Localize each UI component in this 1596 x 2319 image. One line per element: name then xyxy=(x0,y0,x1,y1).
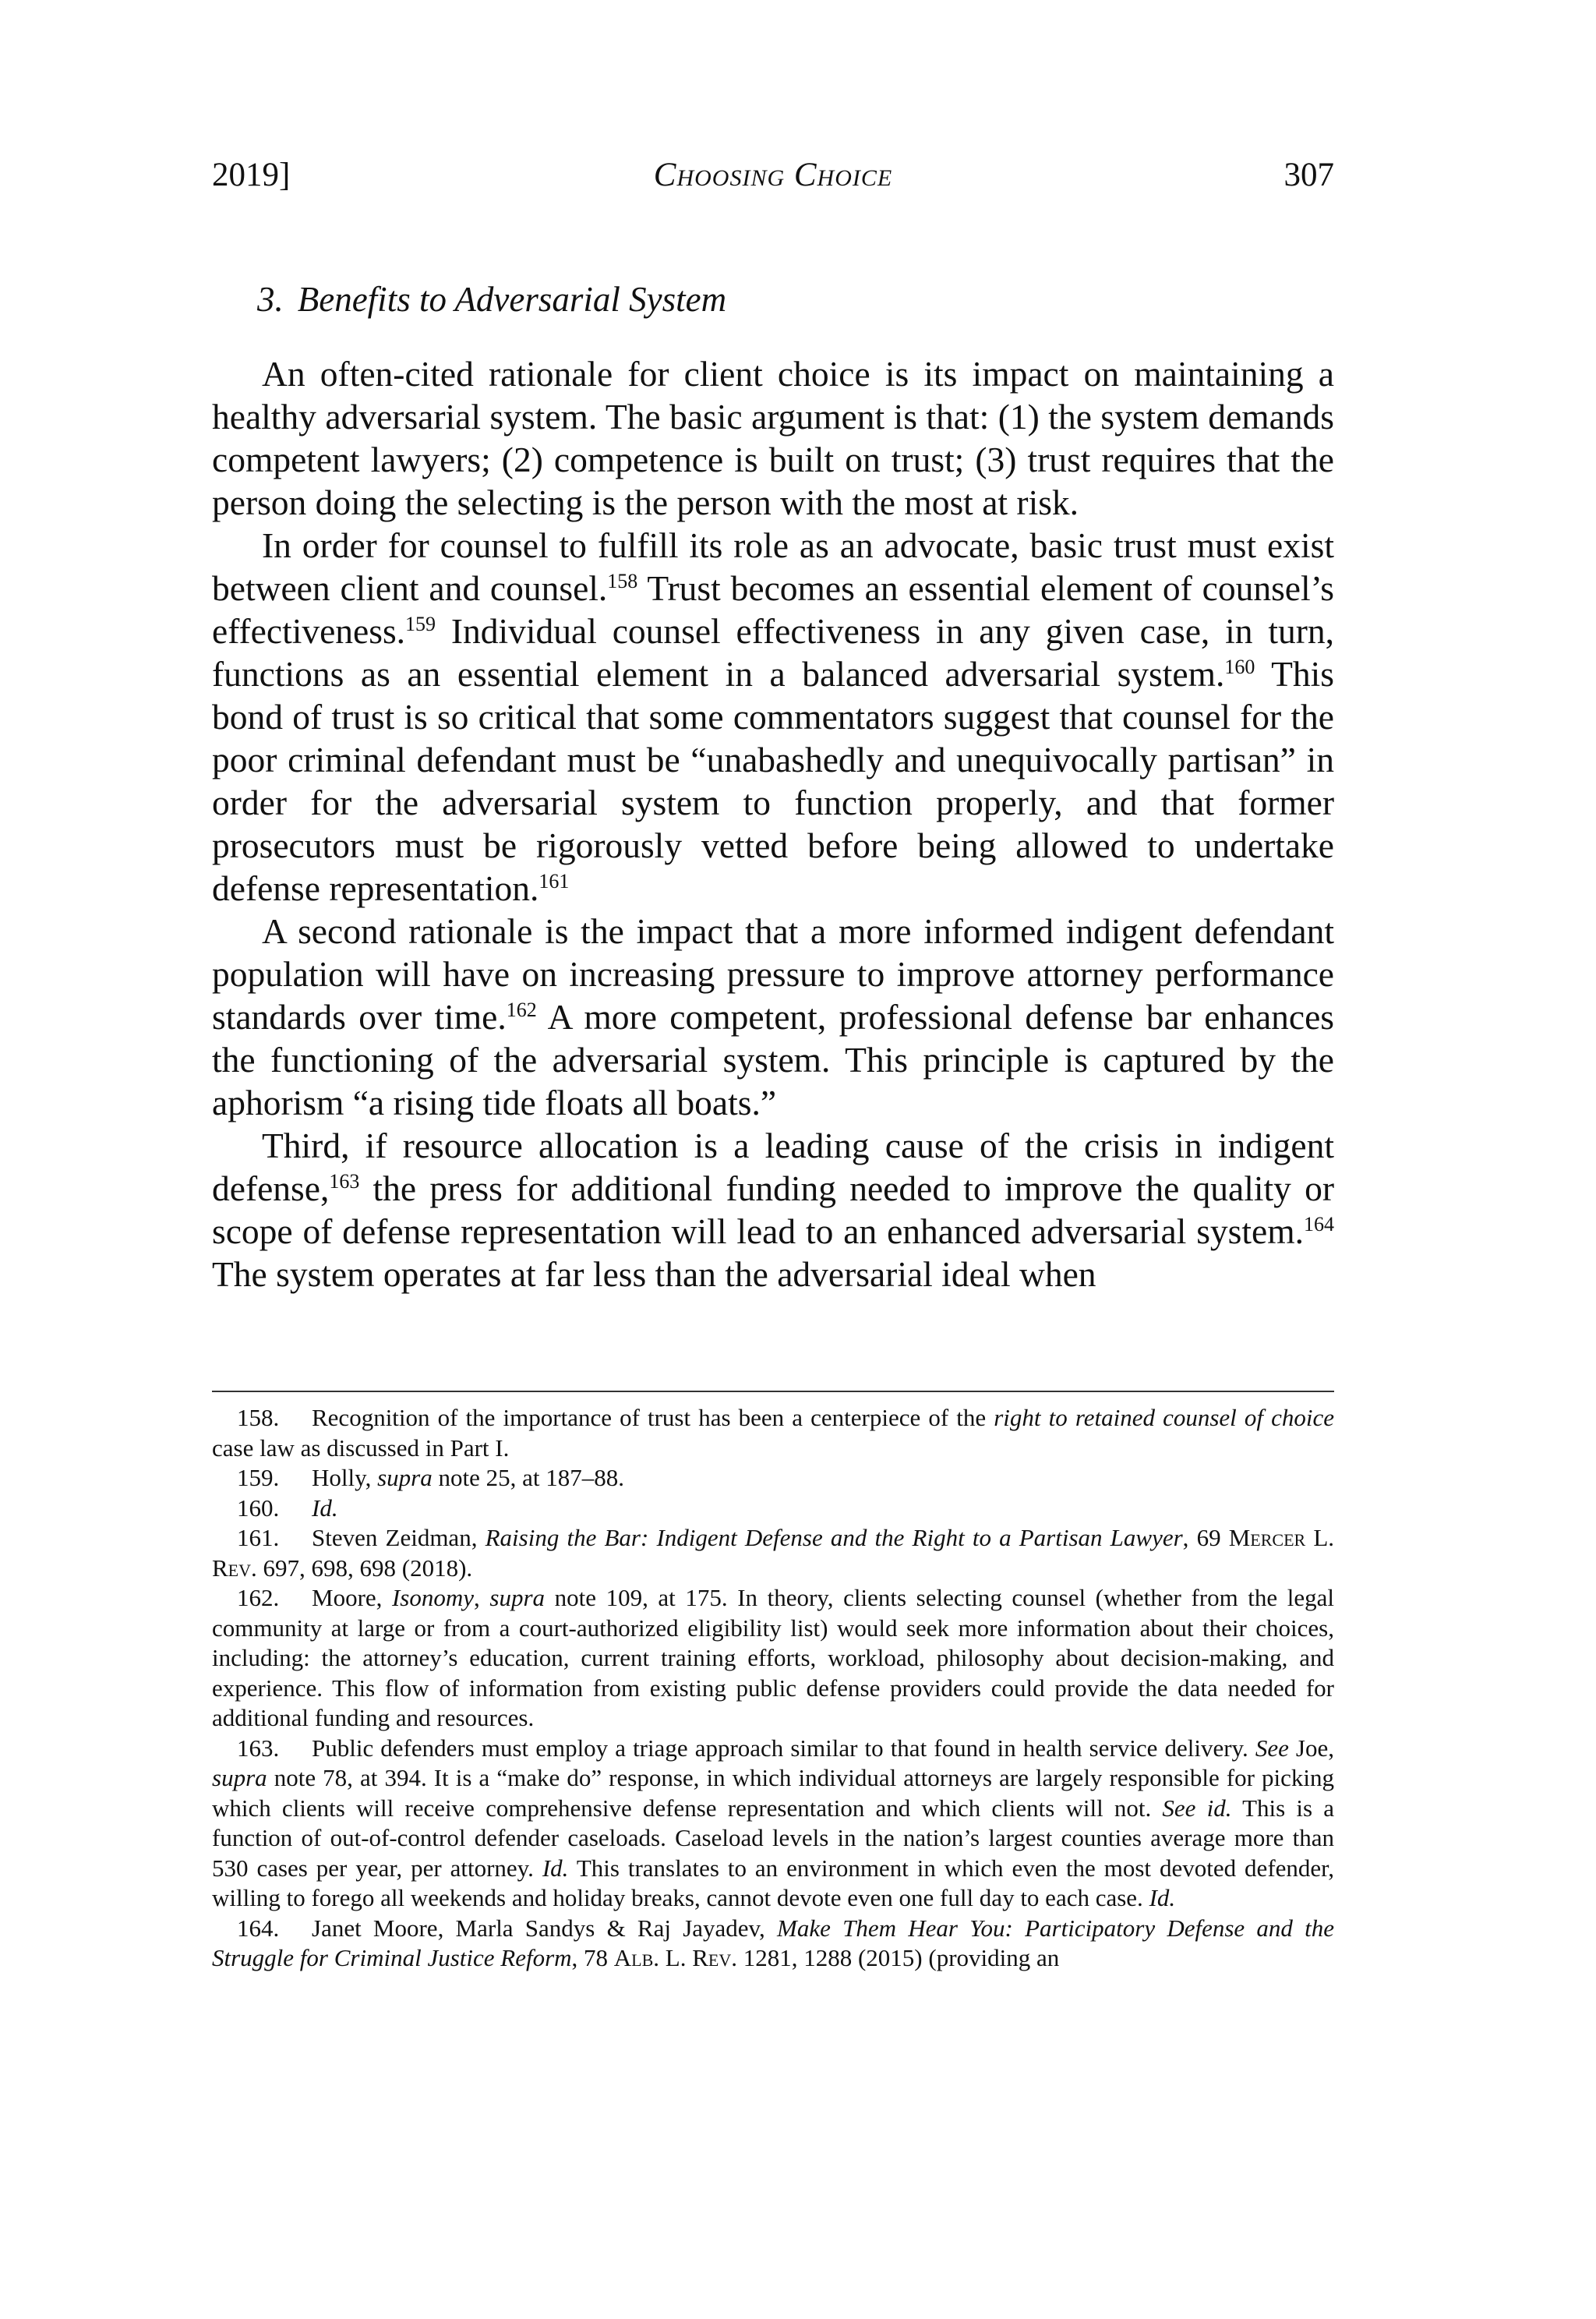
footnote-italic: supra xyxy=(212,1764,267,1791)
footnote-text: Steven Zeidman, xyxy=(312,1524,486,1551)
footnote-text: note 109, at 175. In theory, clients selecting counsel (whether from the legal community at large or from a court-authorized eligibility list) would seek more information about their choices, including: the attorney’s education, current training efforts, workload, philosophy about decision-making, and experience. This flow of information from existing public defense providers could provide the data needed for additional funding and resources. xyxy=(212,1584,1334,1731)
footnote-italic: Id. xyxy=(1149,1884,1176,1911)
footnote-journal: Mercer L. Rev. xyxy=(212,1524,1335,1582)
footnote-text: note 25, at 187–88. xyxy=(432,1464,624,1491)
footnote-159 xyxy=(212,1463,1334,1494)
footnote-text: 1281, 1288 (2015) (providing an xyxy=(736,1944,1060,1971)
footnote-ref-158[interactable]: 158 xyxy=(607,569,638,592)
footnotes xyxy=(212,1403,1334,1974)
footnote-italic: right to retained counsel of choice xyxy=(994,1404,1334,1431)
footnote-text: 697, 698, 698 (2018). xyxy=(256,1554,473,1582)
paragraph-4-text-a: Third, if resource allocation is a leading cause of the crisis in indigent defense, xyxy=(212,1126,1334,1208)
footnote-ref-159[interactable]: 159 xyxy=(405,612,436,635)
footnote-number: 163. xyxy=(237,1734,280,1762)
paragraph-2 xyxy=(212,524,1334,910)
footnote-ref-161[interactable]: 161 xyxy=(538,869,570,893)
footnote-ref-163[interactable]: 163 xyxy=(329,1169,360,1193)
paragraph-1-text: An often-cited rationale for client choice is its impact on maintaining a healthy adversarial system. The basic argument is that: (1) the system demands competent lawyers; (2) competence is built on trust; (3) trust requires that the person doing the selecting is the person with the most at risk. xyxy=(212,354,1334,522)
footnote-text: , xyxy=(474,1584,490,1611)
header-year: 2019] xyxy=(212,157,291,193)
footnote-italic: supra xyxy=(489,1584,546,1611)
footnote-text: Janet Moore, Marla Sandys & Raj Jayadev, xyxy=(312,1914,778,1942)
footnote-text: , 69 xyxy=(1182,1524,1229,1551)
footnote-number: 164. xyxy=(237,1914,280,1942)
footnote-160 xyxy=(212,1494,1334,1524)
body-text xyxy=(212,352,1334,1296)
footnote-number: 161. xyxy=(237,1524,280,1551)
paragraph-2-text-c: Individual counsel effectiveness in any given case, in turn, functions as an essential element in a balanced adversarial system. xyxy=(212,611,1334,694)
paragraph-3 xyxy=(212,910,1334,1124)
running-header xyxy=(212,156,1334,203)
footnote-number: 158. xyxy=(237,1404,280,1431)
footnote-italic: Isonomy xyxy=(391,1584,475,1611)
footnote-ref-160[interactable]: 160 xyxy=(1224,655,1255,678)
paragraph-2-text-a: In order for counsel to fulfill its role as an advocate, basic trust must exist between client and counsel. xyxy=(212,525,1334,608)
footnote-text: Recognition of the importance of trust has been a centerpiece of the xyxy=(312,1404,994,1431)
footnote-161 xyxy=(212,1523,1334,1583)
header-title: Choosing Choice xyxy=(653,157,893,193)
footnote-ref-162[interactable]: 162 xyxy=(506,998,537,1021)
footnote-text: Public defenders must employ a triage approach similar to that found in health service delivery. xyxy=(312,1734,1255,1762)
footnote-text: , 78 xyxy=(571,1944,614,1971)
footnote-text: case law as discussed in Part I. xyxy=(212,1433,510,1462)
footnote-divider xyxy=(212,1391,1334,1392)
footnote-italic: Id. xyxy=(312,1494,338,1522)
paragraph-4 xyxy=(212,1124,1334,1296)
footnote-text: Joe, xyxy=(1288,1734,1334,1762)
footnote-number: 159. xyxy=(237,1464,280,1491)
footnote-italic: supra xyxy=(377,1464,433,1491)
footnote-164 xyxy=(212,1914,1334,1974)
page-number: 307 xyxy=(1284,157,1334,193)
footnote-number: 162. xyxy=(237,1584,280,1611)
paragraph-3-text-a: A second rationale is the impact that a more informed indigent defendant population will have on increasing pressure to improve attorney performance standards over time. xyxy=(212,911,1334,1037)
paragraph-4-text-b: the press for additional funding needed to improve the quality or scope of defense representation will lead to an enhanced adversarial system. xyxy=(212,1168,1334,1251)
footnote-text: note 78, at 394. It is a “make do” response, in which individual attorneys are largely responsible for picking which clients will receive comprehensive defense representation and which clients will not. xyxy=(212,1764,1334,1822)
footnote-italic: See xyxy=(1255,1734,1289,1762)
footnote-journal: Alb. L. Rev. xyxy=(613,1944,737,1971)
footnote-text: Holly, xyxy=(312,1464,378,1491)
footnote-italic: See id. xyxy=(1162,1794,1232,1822)
section-number: 3. xyxy=(257,280,284,319)
footnote-text: This translates to an environment in which even the most devoted defender, willing to forego all weekends and holiday breaks, cannot devote even one full day to each case. xyxy=(212,1854,1334,1911)
footnote-text: Moore, xyxy=(312,1584,392,1611)
footnote-158 xyxy=(212,1403,1334,1463)
footnote-ref-164[interactable]: 164 xyxy=(1304,1212,1334,1236)
section-heading xyxy=(257,279,726,320)
footnote-163 xyxy=(212,1734,1334,1914)
footnote-italic: Id. xyxy=(542,1854,569,1882)
footnote-italic: Raising the Bar: Indigent Defense and the Right to a Partisan Lawyer xyxy=(485,1524,1183,1551)
section-title: Benefits to Adversarial System xyxy=(297,280,727,319)
paragraph-1 xyxy=(212,352,1334,524)
footnote-italic: Make Them Hear You: Participatory Defense and the Struggle for Criminal Justice Reform xyxy=(212,1914,1335,1971)
paragraph-2-text-d: This bond of trust is so critical that some commentators suggest that counsel for the poor criminal defendant must be “unabashedly and unequivocally partisan” in order for the adversarial system to function properly, and that former prosecutors must be rigorously vetted before being allowed to undertake defense representation. xyxy=(212,654,1334,908)
paragraph-2-text-b: Trust becomes an essential element of counsel’s effectiveness. xyxy=(212,568,1334,651)
footnote-text: This is a function of out-of-control defender caseloads. Caseload levels in the nation’s largest counties average more than 530 cases per year, per attorney. xyxy=(212,1794,1334,1882)
footnote-number: 160. xyxy=(237,1494,280,1522)
paragraph-3-text-b: A more competent, professional defense bar enhances the functioning of the adversarial system. This principle is captured by the aphorism “a rising tide floats all boats.” xyxy=(212,997,1334,1122)
footnote-162 xyxy=(212,1583,1334,1734)
paragraph-4-text-c: The system operates at far less than the adversarial ideal when xyxy=(212,1254,1096,1294)
